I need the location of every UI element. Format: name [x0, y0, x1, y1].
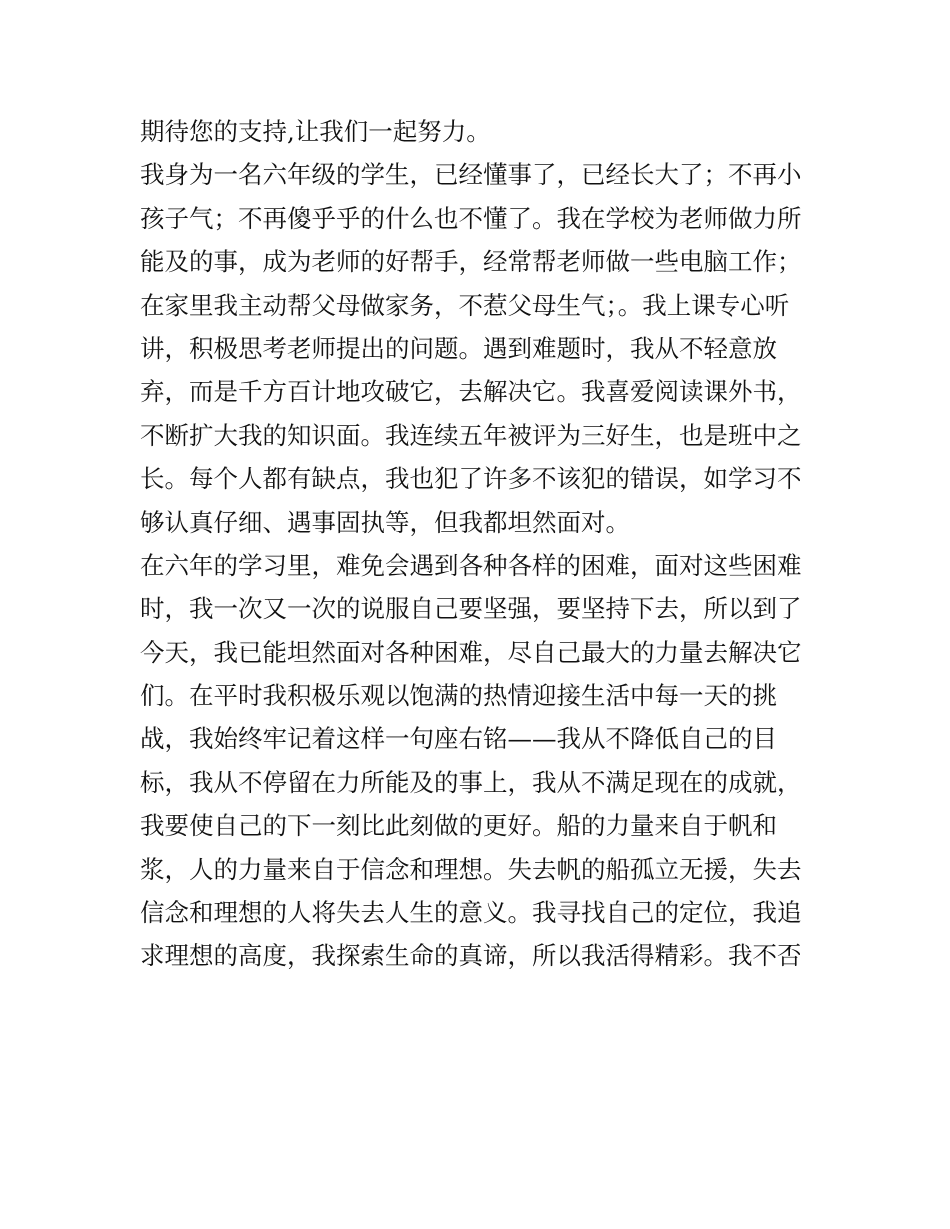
text-line: 长。每个人都有缺点，我也犯了许多不该犯的错误，如学习不: [140, 464, 802, 494]
text-line: 在家里我主动帮父母做家务，不惹父母生气；。我上课专心听: [140, 290, 790, 320]
text-line: 孩子气；不再傻乎乎的什么也不懂了。我在学校为老师做力所: [140, 203, 802, 233]
text-line: 不断扩大我的知识面。我连续五年被评为三好生，也是班中之: [140, 420, 802, 450]
text-line: 求理想的高度，我探索生命的真谛，所以我活得精彩。我不否: [140, 941, 802, 971]
text-line: 今天，我已能坦然面对各种困难，尽自己最大的力量去解决它: [140, 637, 802, 667]
text-line: 战，我始终牢记着这样一句座右铭——我从不降低自己的目: [140, 724, 777, 754]
text-line: 在六年的学习里，难免会遇到各种各样的困难，面对这些困难: [140, 550, 802, 580]
text-line: 浆，人的力量来自于信念和理想。失去帆的船孤立无援，失去: [140, 854, 802, 884]
text-line: 够认真仔细、遇事固执等，但我都坦然面对。: [140, 507, 630, 537]
text-line: 期待您的支持,让我们一起努力。: [140, 117, 491, 146]
text-line: 讲，积极思考老师提出的问题。遇到难题时，我从不轻意放: [140, 333, 777, 363]
text-line: 标，我从不停留在力所能及的事上，我从不满足现在的成就，: [140, 767, 802, 797]
text-line: 弃，而是千方百计地攻破它，去解决它。我喜爱阅读课外书，: [140, 377, 802, 407]
text-line: 我要使自己的下一刻比此刻做的更好。船的力量来自于帆和: [140, 811, 777, 841]
text-line: 信念和理想的人将失去人生的意义。我寻找自己的定位，我追: [140, 898, 802, 928]
body-text: [140, 110, 820, 978]
text-line: 时，我一次又一次的说服自己要坚强，要坚持下去，所以到了: [140, 594, 802, 624]
text-line: 我身为一名六年级的学生，已经懂事了，已经长大了；不再小: [140, 160, 802, 190]
text-line: 能及的事，成为老师的好帮手，经常帮老师做一些电脑工作；: [140, 247, 802, 277]
text-line: 们。在平时我积极乐观以饱满的热情迎接生活中每一天的挑: [140, 681, 777, 711]
